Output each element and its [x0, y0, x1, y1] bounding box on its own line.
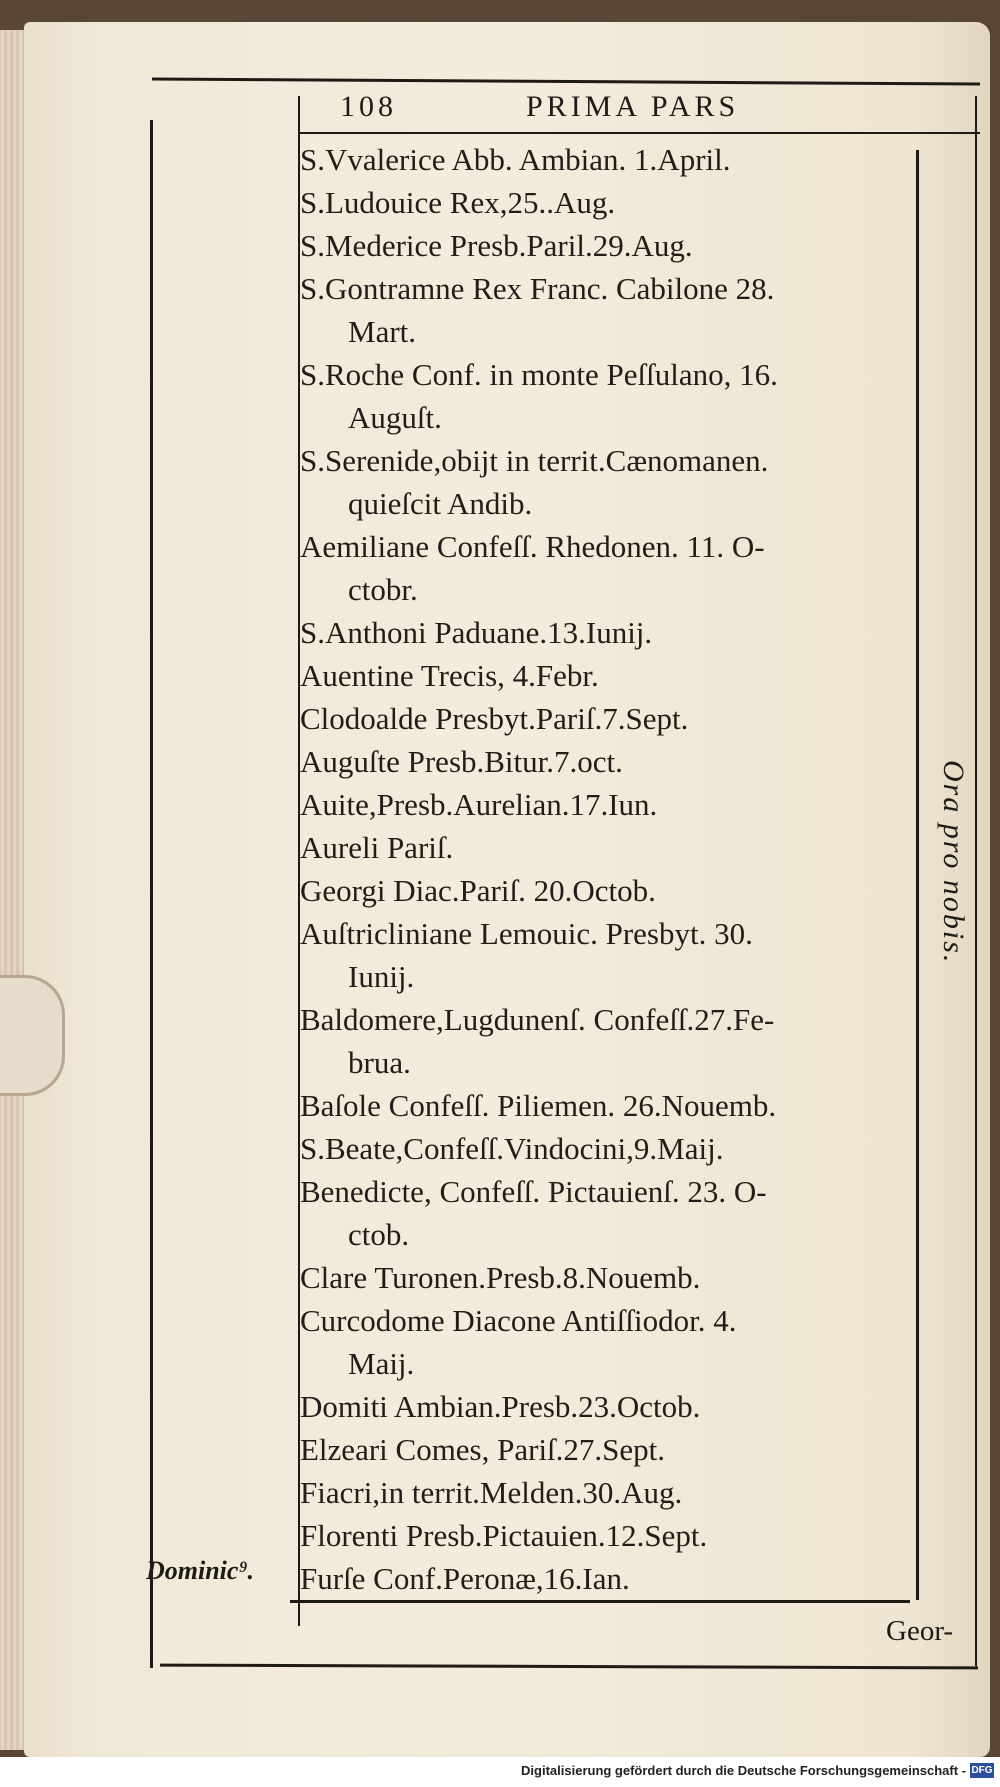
dfg-logo: DFG — [971, 1765, 993, 1776]
litany-line: quieſcit Andib. — [348, 486, 533, 521]
bookmark-tab — [0, 975, 65, 1096]
litany-line: Baſole Confeſſ. Piliemen. 26.Nouemb. — [300, 1088, 777, 1123]
litany-line: S.Ludouice Rex,25..Aug. — [300, 185, 616, 220]
litany-line: Auentine Trecis, 4.Febr. — [300, 658, 599, 693]
litany-line: Auguſt. — [348, 400, 442, 435]
litany-line: brua. — [348, 1045, 411, 1080]
footer-credit: Digitalisierung gefördert durch die Deutsche Forschungsgemeinschaft - — [521, 1763, 966, 1778]
litany-line: Auite,Presb.Aurelian.17.Iun. — [300, 787, 658, 822]
litany-line: S.Serenide,obijt in territ.Cænomanen. — [300, 443, 769, 478]
litany-line: Iunij. — [348, 959, 415, 994]
litany-line: ctobr. — [348, 572, 418, 607]
catchword: Geor- — [886, 1615, 954, 1647]
digitization-footer — [0, 1757, 1000, 1787]
litany-line: Elzeari Comes, Pariſ.27.Sept. — [300, 1432, 666, 1467]
litany-line: S.Vvalerice Abb. Ambian. 1.April. — [300, 142, 731, 177]
litany-line: Aemiliane Confeſſ. Rhedonen. 11. O- — [300, 529, 765, 564]
left-margin-rule — [150, 120, 153, 1668]
margin-note: Dominic⁹. — [146, 1556, 254, 1585]
running-title: PRIMA PARS — [526, 90, 740, 123]
litany-line: Fiacri,in territ.Melden.30.Aug. — [300, 1475, 683, 1510]
litany-line: S.Gontramne Rex Franc. Cabilone 28. — [300, 271, 775, 306]
page-number: 108 — [340, 90, 397, 123]
litany-list — [300, 138, 920, 1600]
litany-line: ctob. — [348, 1217, 410, 1252]
litany-line: Baldomere,Lugdunenſ. Confeſſ.27.Fe- — [300, 1002, 775, 1037]
litany-line: Mart. — [348, 314, 417, 349]
litany-line: Aureli Pariſ. — [300, 830, 454, 865]
litany-line: Domiti Ambian.Presb.23.Octob. — [300, 1389, 701, 1424]
litany-line: Auguſte Presb.Bitur.7.oct. — [300, 744, 623, 779]
side-refrain: Ora pro nobis. — [937, 760, 970, 965]
litany-line: Florenti Presb.Pictauien.12.Sept. — [300, 1518, 708, 1553]
litany-line: Maij. — [348, 1346, 415, 1381]
litany-line: S.Beate,Confeſſ.Vindocini,9.Maij. — [300, 1131, 724, 1166]
bottom-rule — [290, 1600, 910, 1603]
litany-line: Auſtricliniane Lemouic. Presbyt. 30. — [300, 916, 753, 951]
litany-line: Clare Turonen.Presb.8.Nouemb. — [300, 1260, 701, 1295]
outer-right-rule — [975, 96, 977, 1666]
litany-line: S.Anthoni Paduane.13.Iunij. — [300, 615, 653, 650]
litany-line: Benedicte, Confeſſ. Pictauienſ. 23. O- — [300, 1174, 767, 1209]
litany-line: Georgi Diac.Pariſ. 20.Octob. — [300, 873, 656, 908]
litany-line: Curcodome Diacone Antiſſiodor. 4. — [300, 1303, 737, 1338]
litany-line: S.Roche Conf. in monte Peſſulano, 16. — [300, 357, 778, 392]
header-underline — [300, 132, 980, 134]
litany-line: S.Mederice Presb.Paril.29.Aug. — [300, 228, 693, 263]
litany-line: Clodoalde Presbyt.Pariſ.7.Sept. — [300, 701, 689, 736]
litany-line: Furſe Conf.Peronæ,16.Ian. — [300, 1561, 630, 1596]
